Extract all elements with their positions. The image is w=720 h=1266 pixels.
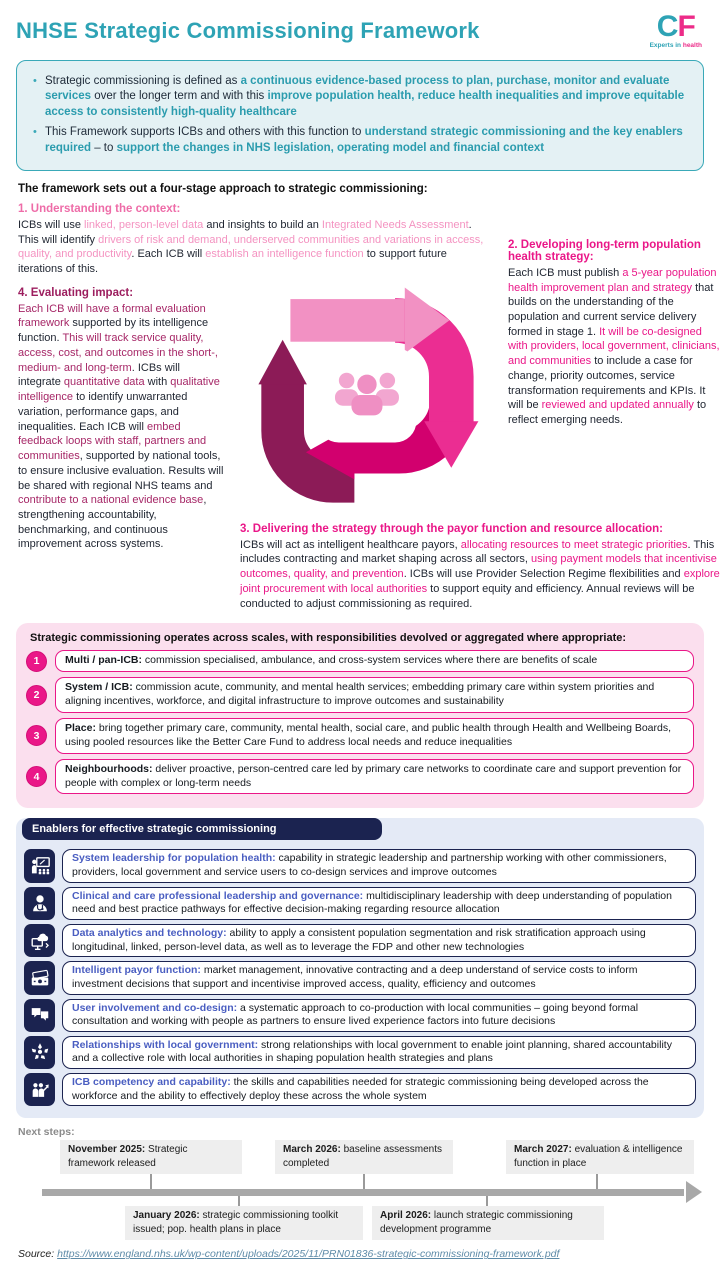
stage-1-block	[18, 199, 492, 277]
scale-text-system-icb: System / ICB: commission acute, community, and mental health services; embedding primary care within system priorities and aligning incentives, workforce, and digital infrastructure to improve outcomes and sustainability	[55, 677, 694, 713]
cf-logo-letters	[650, 12, 702, 42]
enabler-rich-6: ICB competency and capability: the skills and capabilities needed for strategic commissioning being developed across the workforce and the ability to effectively deploy these across the whole system	[72, 1076, 649, 1102]
milestone-mar-2027: March 2027: evaluation & intelligence function in place	[506, 1140, 694, 1174]
stage-2-title: 2. Developing long-term population health strategy:	[508, 238, 701, 263]
timeline	[20, 1140, 700, 1242]
enabler-row-clinical-leadership	[24, 887, 696, 920]
competency-icon	[24, 1073, 55, 1106]
scale-number-3: 3	[26, 725, 47, 746]
enabler-text-co-design	[62, 999, 696, 1032]
enabler-row-system-leadership	[24, 849, 696, 882]
definition-bullet-2: • This Framework supports ICBs and others with this function to understand strategic commissioning and the key enablers required – to support the changes in NHS legislation, operating model and financial context	[41, 125, 689, 157]
timeline-axis	[42, 1189, 684, 1196]
next-steps-heading: Next steps:	[18, 1126, 75, 1139]
enabler-text-system-leadership	[62, 849, 696, 882]
scale-row-system-icb	[26, 677, 694, 713]
cf-logo	[650, 12, 702, 50]
definition-callout	[16, 60, 704, 171]
enabler-text-local-government	[62, 1036, 696, 1069]
enabler-rich-0: System leadership for population health: capability in strategic leadership and partnership working with other commissioners, providers, local government and service users to co-design services and improve outcomes	[72, 852, 667, 879]
enabler-row-co-design	[24, 999, 696, 1032]
enabler-rich-5: Relationships with local government: strong relationships with local government to enable joint planning, shared accountability and a collective role with local authorities in shaping population health strategies and plans	[72, 1038, 672, 1065]
milestone-apr-2026: April 2026: launch strategic commissioning development programme	[372, 1206, 604, 1240]
stage-4-title: 4. Evaluating impact:	[18, 286, 134, 299]
scale-row-multi-icb	[26, 650, 694, 672]
logo-c: C	[656, 10, 678, 43]
enabler-row-payor-function	[24, 961, 696, 994]
logo-f: F	[677, 10, 695, 43]
enabler-row-local-government	[24, 1036, 696, 1069]
scales-panel	[16, 623, 704, 808]
clinical-leadership-icon	[24, 887, 55, 920]
stage-2-text: Each ICB must publish a 5-year population health improvement plan and strategy that builds on the understanding of the population and current service delivery formed in stage 1. It will be co-designed with providers, local government, clinicians, and communities to include a case for change, priority outcomes, service transformation requirements and KPIs. It will be reviewed and updated annually to reflect emerging needs.	[508, 266, 720, 427]
logo-tagline-2: health	[682, 42, 702, 49]
milestone-nov-2025: November 2025: Strategic framework released	[60, 1140, 242, 1174]
scale-text-neighbourhoods: Neighbourhoods: deliver proactive, person-centred care led by primary care networks to coordinate care and support prevention for people with complex or long-term needs	[55, 759, 694, 795]
enabler-row-data-technology	[24, 924, 696, 957]
enabler-rich-1: Clinical and care professional leadership and governance: multidisciplinary leadership with deep understanding of population need and best practice pathways for effective decision-making regarding resource allocation	[72, 889, 672, 916]
data-technology-icon	[24, 924, 55, 957]
enablers-heading: Enablers for effective strategic commissioning	[22, 818, 382, 840]
scale-text-multi-icb: Multi / pan-ICB: commission specialised, ambulance, and cross-system services where there are benefits of scale	[55, 650, 694, 672]
header	[16, 12, 704, 50]
page-title: NHSE Strategic Commissioning Framework	[16, 18, 480, 43]
milestone-mar-2026: March 2026: baseline assessments completed	[275, 1140, 453, 1174]
definition-bullet-1: • Strategic commissioning is defined as a continuous evidence-based process to plan, purchase, monitor and evaluate services over the longer term and with this improve population health, reduce health inequalities and improve equitable access to consistently high-quality healthcare	[41, 74, 689, 122]
enabler-rich-4: User involvement and co-design: a systematic approach to co-production with local communities – going beyond formal consultation and working with people as partners to ensure lived experience factors into future decisions	[72, 1001, 639, 1028]
logo-tagline-1: Experts in	[649, 42, 682, 49]
four-stage-section	[18, 199, 720, 612]
cycle-arrows-graphic	[240, 279, 492, 513]
logo-tagline	[650, 43, 702, 50]
enabler-text-data-technology	[62, 924, 696, 957]
scale-number-1: 1	[26, 651, 47, 672]
timeline-arrowhead-icon	[686, 1181, 702, 1203]
system-leadership-icon	[24, 849, 55, 882]
scale-number-2: 2	[26, 685, 47, 706]
stage-4-block	[18, 277, 224, 612]
scale-text-place: Place: bring together primary care, community, mental health, social care, and public health through Health and Wellbeing Boards, using pooled resources like the Better Care Fund to address local needs and reduce inequalities	[55, 718, 694, 754]
stages-heading: The framework sets out a four-stage approach to strategic commissioning:	[18, 182, 428, 195]
scale-number-4: 4	[26, 766, 47, 787]
enabler-text-clinical-leadership	[62, 887, 696, 920]
enabler-row-competency	[24, 1073, 696, 1106]
scale-row-place	[26, 718, 694, 754]
commissioning-cycle-diagram	[240, 277, 492, 513]
local-government-icon	[24, 1036, 55, 1069]
enabler-rich-2: Data analytics and technology: ability to apply a consistent population segmentation and risk stratification approach using longitudinal, linked, person-level data, as well as to leverage the FDP and other new technologies	[72, 926, 646, 953]
stage-3-text: ICBs will act as intelligent healthcare payors, allocating resources to meet strategic priorities. This includes contracting and market shaping across all sectors, using payment models that incentivise outcomes, quality, and prevention. ICBs will use Provider Selection Regime flexibilities and explore joint procurement with local authorities to support equity and efficiency. Annual reviews will be conducted to adjust commissioning as required.	[240, 538, 720, 610]
scale-row-neighbourhoods	[26, 759, 694, 795]
cycle-center-panel	[318, 347, 417, 442]
stage-1-text: ICBs will use linked, person-level data and insights to build an Integrated Needs Assessment. This will identify drivers of risk and demand, underserved communities and variations in access, quality, and productivity. Each ICB will establish an intelligence function to support future iterations of this.	[18, 218, 484, 275]
enabler-text-payor-function	[62, 961, 696, 994]
enabler-rich-3: Intelligent payor function: market management, innovative contracting and a deep understand of service costs to inform investment decisions that support and incentivise improved access, quality, efficiency and outcomes	[72, 964, 638, 990]
stage-3-block	[240, 519, 720, 612]
definition-bullets	[27, 74, 689, 157]
enablers-panel	[16, 818, 704, 1118]
source-label: Source:	[18, 1248, 58, 1261]
co-design-icon	[24, 999, 55, 1032]
scales-heading: Strategic commissioning operates across scales, with responsibilities devolved or aggregated where appropriate:	[30, 632, 627, 645]
source-link[interactable]: https://www.england.nhs.uk/wp-content/uploads/2025/11/PRN01836-strategic-commissioning-framework.pdf	[57, 1248, 560, 1261]
payor-function-icon	[24, 961, 55, 994]
stage-4-text: Each ICB will have a formal evaluation framework supported by its intelligence function. This will track service quality, access, cost, and outcomes in the short-, medium- and long-term. ICBs will integrate quantitative data with qualitative intelligence to identify unwarranted variation, performance gaps, and inequalities. Each ICB will embed feedback loops with staff, partners and communities, supported by national tools, to ensure inclusive evaluation. Results will be shared with regional NHS teams and contribute to a national evidence base, strengthening accountability, benchmarking, and continuous improvement across systems.	[18, 302, 224, 551]
stage-1-title: 1. Understanding the context:	[18, 202, 181, 215]
enabler-text-competency	[62, 1073, 696, 1106]
stage-3-title: 3. Delivering the strategy through the payor function and resource allocation:	[240, 522, 664, 535]
source-line	[18, 1248, 704, 1260]
milestone-jan-2026: January 2026: strategic commissioning toolkit issued; pop. health plans in place	[125, 1206, 363, 1240]
